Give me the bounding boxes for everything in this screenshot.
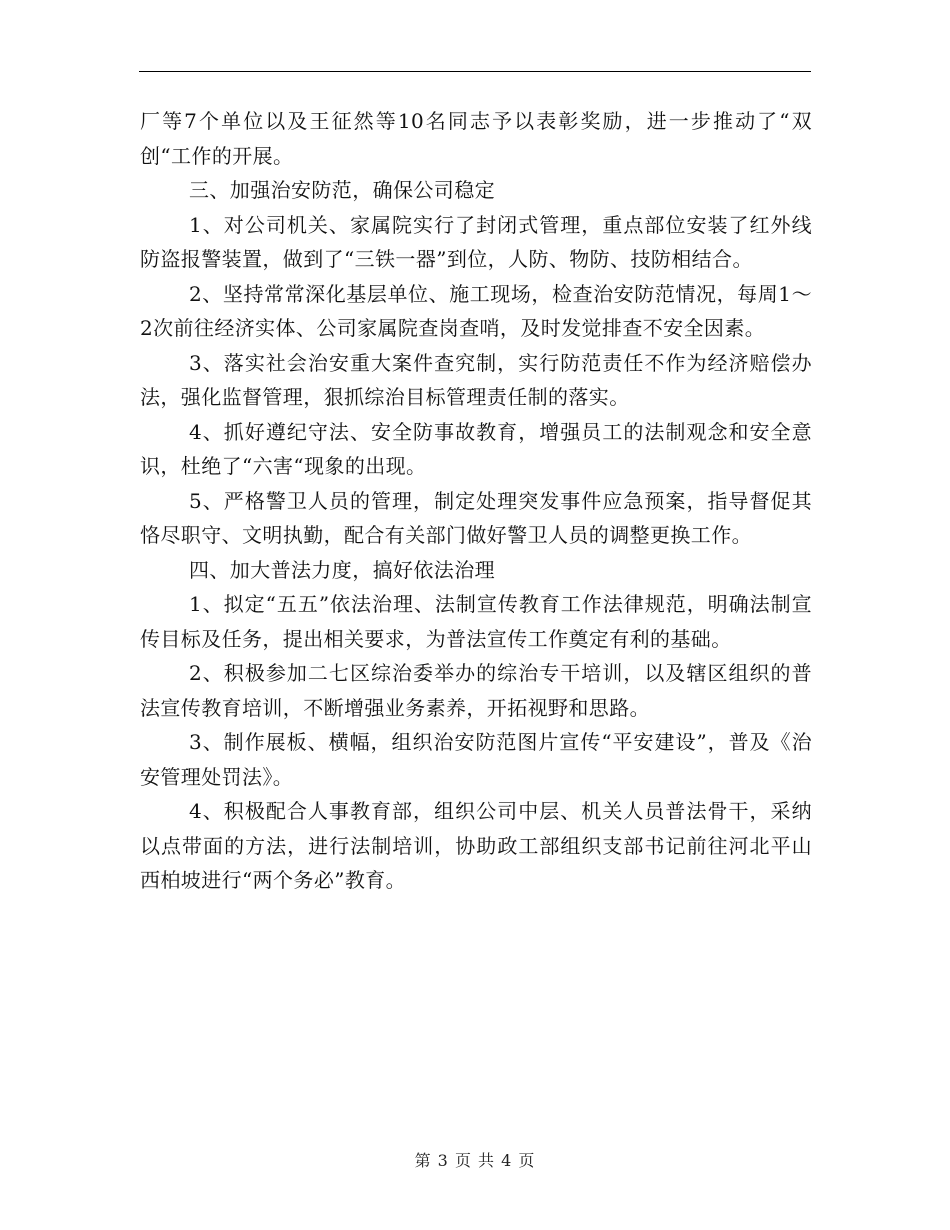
paragraph: 1、对公司机关、家属院实行了封闭式管理，重点部位安装了红外线防盗报警装置，做到了“三铁一器”到位，人防、物防、技防相结合。 [140,212,812,271]
paragraph: 3、制作展板、横幅，组织治安防范图片宣传“平安建设”，普及《治安管理处罚法》。 [140,730,812,789]
document-body [140,104,812,898]
paragraph: 厂等7个单位以及王征然等10名同志予以表彰奖励，进一步推动了“双创“工作的开展。 [140,109,812,168]
page-number-footer: 第 3 页 共 4 页 [414,1151,536,1170]
paragraph: 1、拟定“五五”依法治理、法制宣传教育工作法律规范，明确法制宣传目标及任务，提出相关要求，为普法宣传工作奠定有利的基础。 [140,592,812,651]
paragraph: 5、严格警卫人员的管理，制定处理突发事件应急预案，指导督促其恪尽职守、文明执勤，配合有关部门做好警卫人员的调整更换工作。 [140,488,812,547]
section-heading: 四、加大普法力度，搞好依法治理 [189,557,495,582]
paragraph: 4、积极配合人事教育部，组织公司中层、机关人员普法骨干，采纳以点带面的方法，进行法制培训，协助政工部组织支部书记前往河北平山西柏坡进行“两个务必”教育。 [140,799,812,892]
paragraph: 3、落实社会治安重大案件查究制，实行防范责任不作为经济赔偿办法，强化监督管理，狠抓综治目标管理责任制的落实。 [140,350,812,409]
paragraph: 2、积极参加二七区综治委举办的综治专干培训，以及辖区组织的普法宣传教育培训，不断增强业务素养，开拓视野和思路。 [140,661,812,720]
paragraph: 2、坚持常常深化基层单位、施工现场，检查治安防范情况，每周1～2次前往经济实体、公司家属院查岗查哨，及时发觉排查不安全因素。 [140,281,812,340]
section-heading: 三、加强治安防范，确保公司稳定 [189,178,495,202]
header-rule [139,71,811,72]
paragraph: 4、抓好遵纪守法、安全防事故教育，增强员工的法制观念和安全意识，杜绝了“六害“现象的出现。 [140,419,812,478]
